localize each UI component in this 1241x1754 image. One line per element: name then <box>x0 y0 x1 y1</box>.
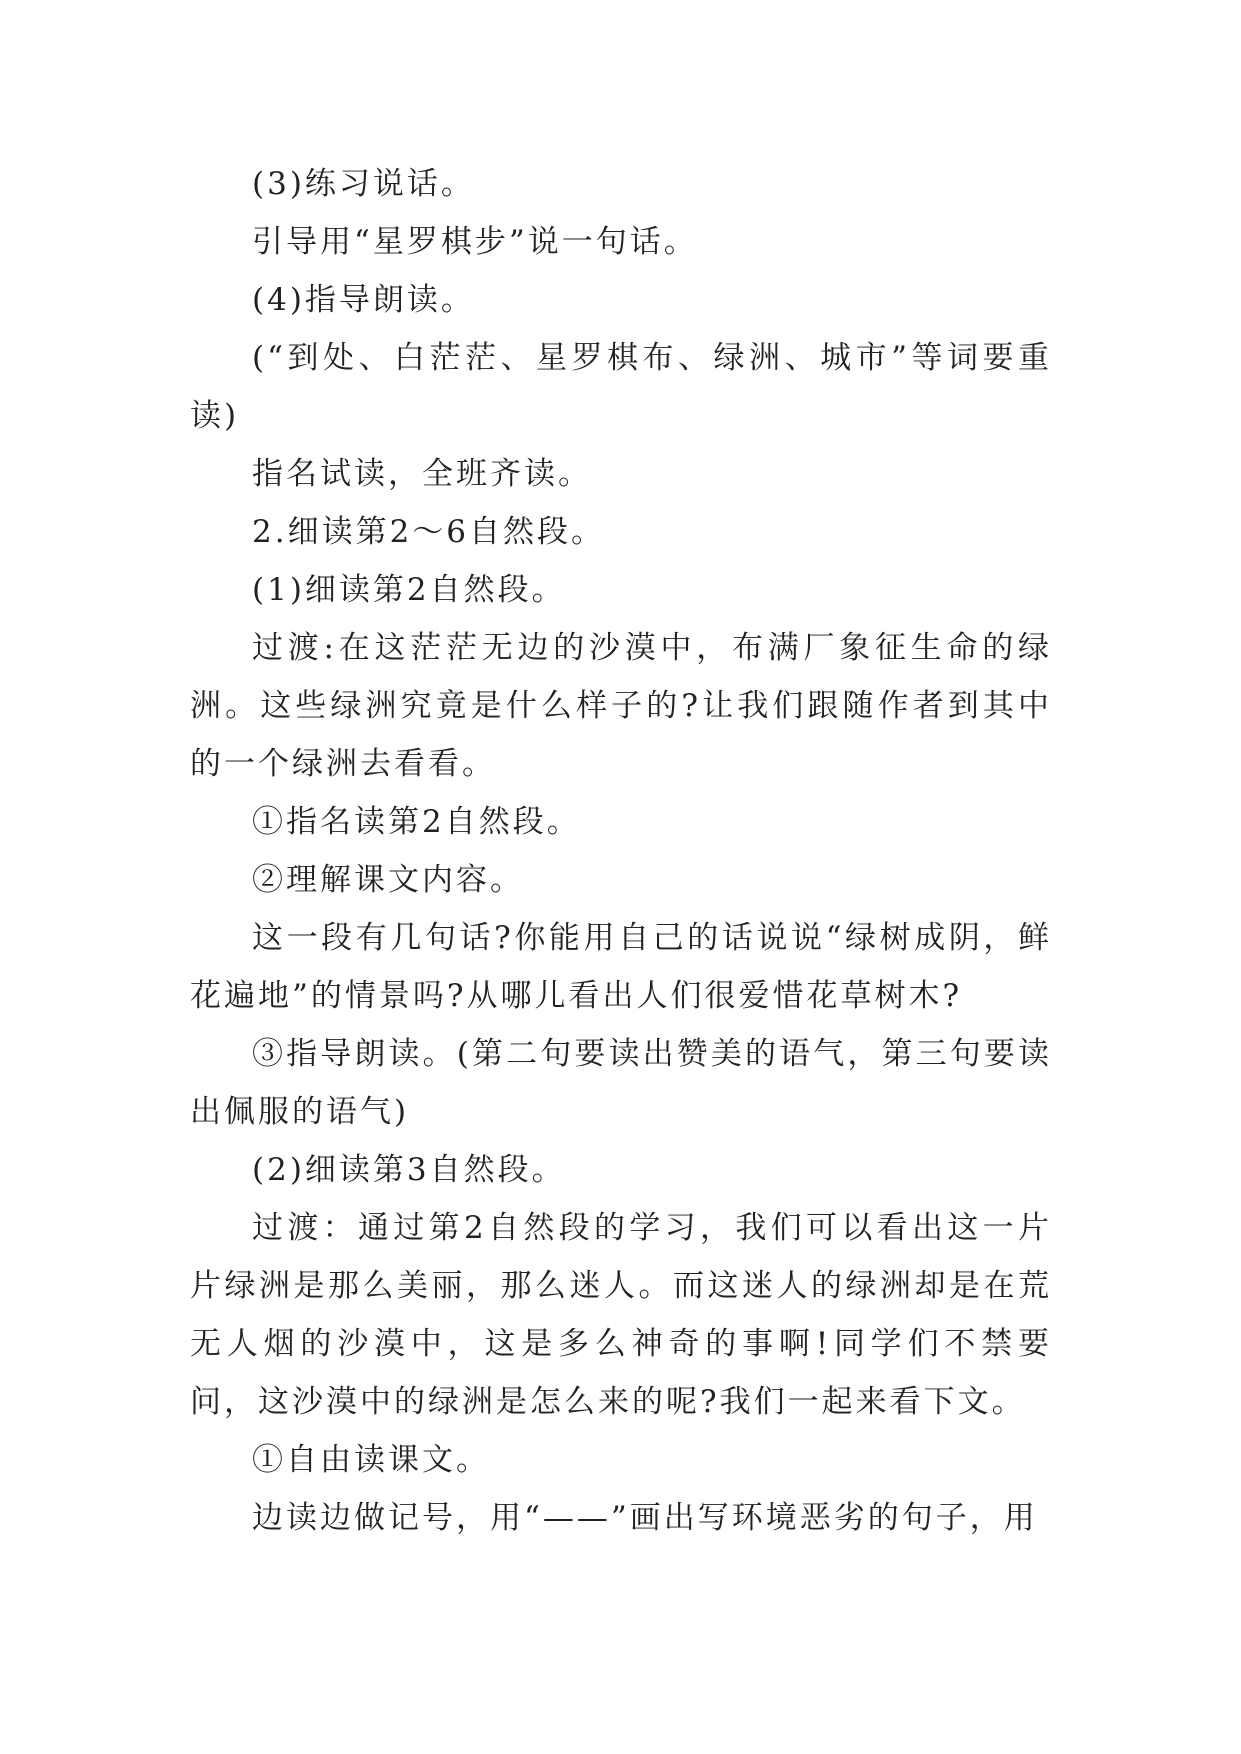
paragraph: 过渡：通过第2自然段的学习，我们可以看出这一片片绿洲是那么美丽，那么迷人。而这迷人的绿洲却是在荒无人烟的沙漠中，这是多么神奇的事啊!同学们不禁要问，这沙漠中的绿洲是怎么来的呢?我们一起来看下文。 <box>190 1210 1052 1420</box>
paragraph: ③指导朗读。(第二句要读出赞美的语气，第三句要读出佩服的语气) <box>190 1036 1052 1130</box>
document-page <box>190 155 1052 1547</box>
paragraph: 边读边做记号，用“——”画出写环境恶劣的句子，用 <box>252 1500 1038 1536</box>
paragraph: 2.细读第2～6自然段。 <box>252 514 606 550</box>
paragraph: (1)细读第2自然段。 <box>252 572 566 608</box>
paragraph: (“到处、白茫茫、星罗棋布、绿洲、城市”等词要重读) <box>190 340 1052 434</box>
paragraph: ②理解课文内容。 <box>252 862 524 898</box>
paragraph: 过渡:在这茫茫无边的沙漠中，布满厂象征生命的绿洲。这些绿洲究竟是什么样子的?让我们跟随作者到其中的一个绿洲去看看。 <box>190 630 1052 782</box>
paragraph: ①指名读第2自然段。 <box>252 804 581 840</box>
paragraph: (2)细读第3自然段。 <box>252 1152 566 1188</box>
paragraph: ①自由读课文。 <box>252 1442 490 1478</box>
paragraph: (3)练习说话。 <box>252 166 475 202</box>
paragraph: 这一段有几句话?你能用自己的话说说“绿树成阴，鲜花遍地”的情景吗?从哪儿看出人们很爱惜花草树木? <box>190 920 1052 1014</box>
paragraph: (4)指导朗读。 <box>252 282 475 318</box>
paragraph: 指名试读，全班齐读。 <box>252 456 592 492</box>
paragraph: 引导用“星罗棋步”说一句话。 <box>252 224 698 260</box>
